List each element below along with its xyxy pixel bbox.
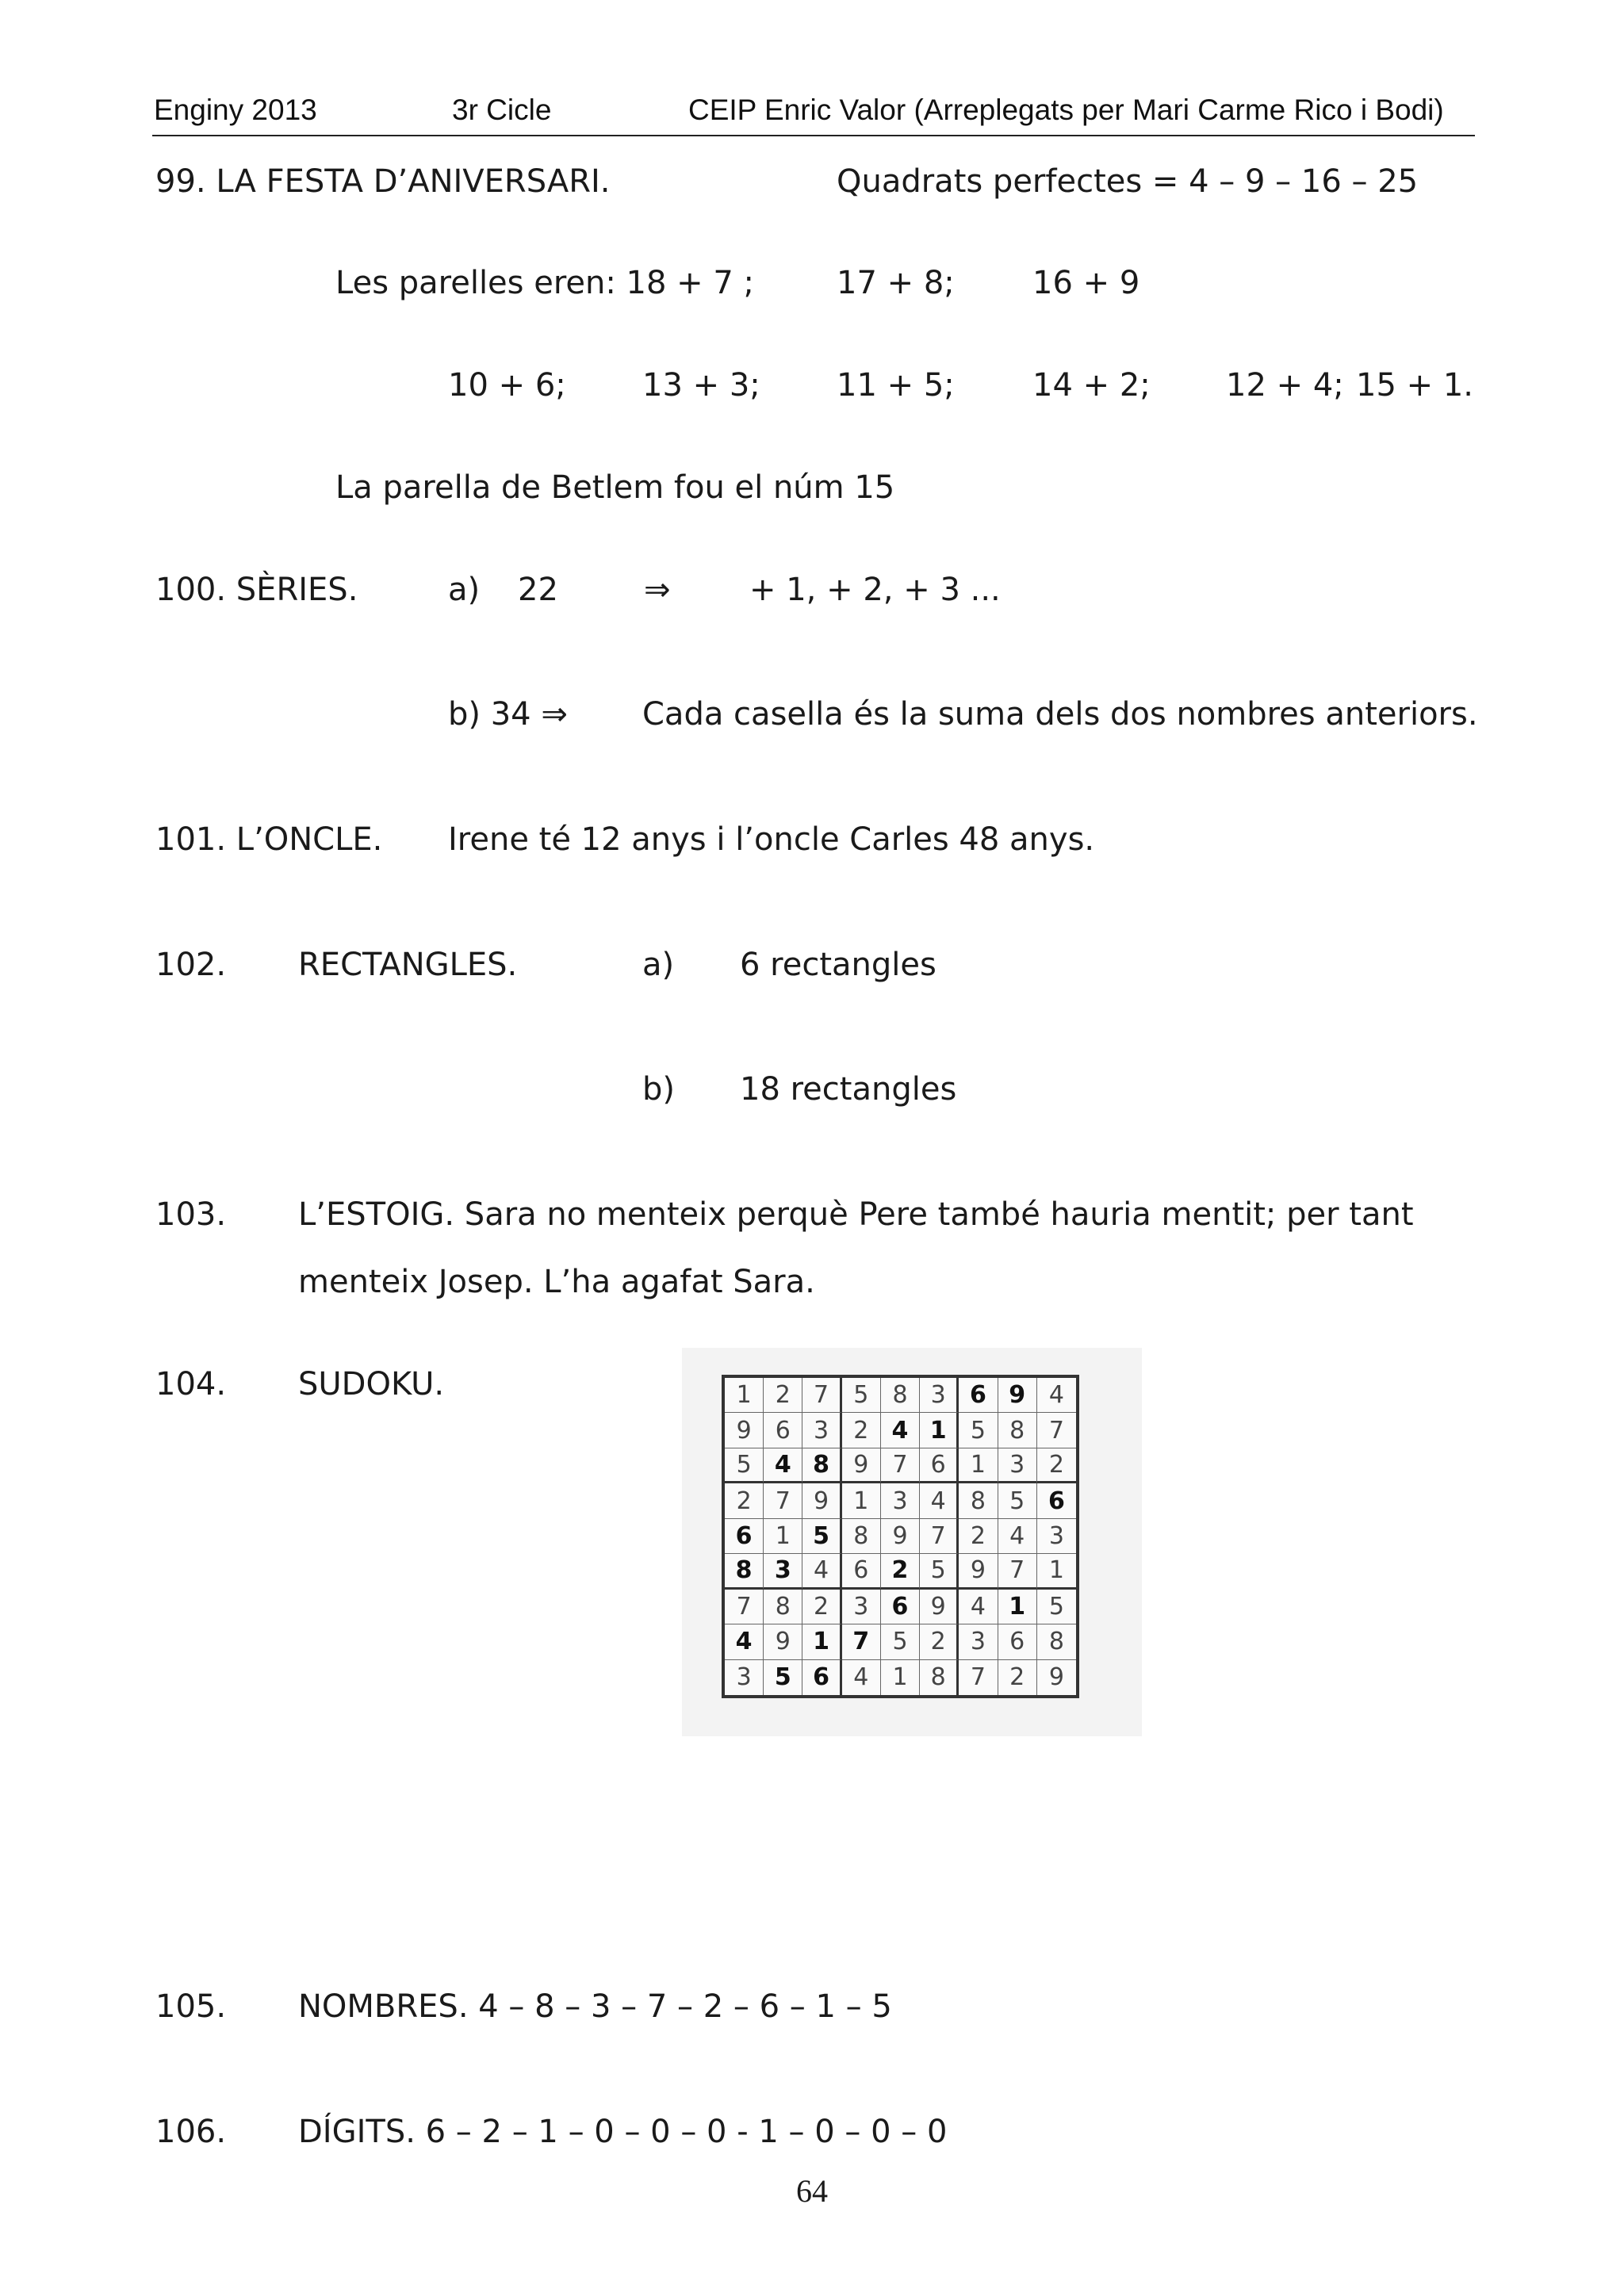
sudoku-cell: 7: [1037, 1413, 1076, 1448]
sudoku-cell: 5: [842, 1378, 881, 1413]
header-middle: 3r Cicle: [452, 94, 552, 126]
sudoku-cell: 4: [920, 1483, 959, 1518]
sudoku-cell: 9: [959, 1554, 998, 1589]
problem-100-a-label: a): [448, 572, 481, 608]
problem-100-a-value: 22: [518, 572, 558, 608]
sudoku-cell: 3: [959, 1624, 998, 1659]
sudoku-cell: 1: [881, 1660, 920, 1695]
problem-99-pairs-label: Les parelles eren: 18 + 7 ;: [335, 265, 755, 301]
sudoku-cell: 7: [920, 1519, 959, 1554]
problem-103-number: 103.: [155, 1196, 227, 1233]
sudoku-cell: 5: [725, 1448, 764, 1483]
sudoku-cell: 6: [764, 1413, 802, 1448]
sudoku-cell: 7: [959, 1660, 998, 1695]
sudoku-cell: 9: [725, 1413, 764, 1448]
problem-106-number: 106.: [155, 2114, 227, 2150]
sudoku-cell: 2: [920, 1624, 959, 1659]
sudoku-cell: 3: [1037, 1519, 1076, 1554]
problem-99-squares: Quadrats perfectes = 4 – 9 – 16 – 25: [837, 163, 1419, 200]
sudoku-cell: 4: [881, 1413, 920, 1448]
sudoku-cell: 7: [842, 1624, 881, 1659]
sudoku-cell: 8: [764, 1590, 802, 1624]
sudoku-cell: 8: [1037, 1624, 1076, 1659]
sudoku-cell: 9: [764, 1624, 802, 1659]
sudoku-cell: 7: [764, 1483, 802, 1518]
sudoku-cell: 6: [959, 1378, 998, 1413]
sudoku-cell: 2: [881, 1554, 920, 1589]
problem-106-text: DÍGITS. 6 – 2 – 1 – 0 – 0 – 0 - 1 – 0 – 0 – 0: [298, 2114, 948, 2150]
sudoku-cell: 1: [959, 1448, 998, 1483]
sudoku-cell: 4: [725, 1624, 764, 1659]
problem-102-number: 102.: [155, 947, 227, 983]
sudoku-cell: 5: [802, 1519, 841, 1554]
sudoku-grid: [722, 1375, 1079, 1698]
sudoku-cell: 3: [802, 1413, 841, 1448]
sudoku-cell: 8: [802, 1448, 841, 1483]
sudoku-cell: 1: [842, 1483, 881, 1518]
sudoku-cell: 4: [842, 1660, 881, 1695]
sudoku-cell: 6: [1037, 1483, 1076, 1518]
sudoku-cell: 7: [881, 1448, 920, 1483]
sudoku-cell: 2: [959, 1519, 998, 1554]
sudoku-cell: 9: [998, 1378, 1037, 1413]
sudoku-cell: 2: [802, 1590, 841, 1624]
sudoku-cell: 7: [998, 1554, 1037, 1589]
header-rule: [152, 135, 1475, 136]
sudoku-cell: 9: [881, 1519, 920, 1554]
problem-100-title: 100. SÈRIES.: [155, 572, 358, 608]
sudoku-cell: 9: [1048, 1663, 1064, 1692]
sudoku-cell: 6: [802, 1660, 841, 1695]
sudoku-cell: 1: [725, 1378, 764, 1413]
problem-99-pair: 17 + 8;: [837, 265, 955, 301]
sudoku-cell: 3: [842, 1590, 881, 1624]
sudoku-cell: 8: [725, 1554, 764, 1589]
sudoku-cell: 8: [959, 1483, 998, 1518]
problem-100-a-rule: + 1, + 2, + 3 ...: [749, 572, 1001, 608]
sudoku-cell: 7: [725, 1590, 764, 1624]
sudoku-cell: 8: [842, 1519, 881, 1554]
sudoku-cell: 4: [1037, 1378, 1076, 1413]
sudoku-cell: 4: [959, 1590, 998, 1624]
sudoku-cell: 5: [881, 1624, 920, 1659]
sudoku-cell: 5: [1037, 1590, 1076, 1624]
sudoku-cell: 6: [920, 1448, 959, 1483]
sudoku-cell: 9: [842, 1448, 881, 1483]
problem-99-title: 99. LA FESTA D’ANIVERSARI.: [155, 163, 611, 200]
problem-103-line: L’ESTOIG. Sara no menteix perquè Pere també hauria mentit; per tant: [298, 1196, 1414, 1233]
problem-100-b-label: b) 34 ⇒: [448, 696, 568, 733]
sudoku-cell: 1: [1037, 1554, 1076, 1589]
sudoku-cell: 9: [802, 1483, 841, 1518]
problem-102-b-label: b): [642, 1071, 675, 1108]
sudoku-cell: 3: [920, 1378, 959, 1413]
problem-99-pair: 12 + 4;: [1226, 367, 1344, 404]
problem-105-text: NOMBRES. 4 – 8 – 3 – 7 – 2 – 6 – 1 – 5: [298, 1988, 892, 2025]
sudoku-cell: 8: [920, 1660, 959, 1695]
header-left: Enginy 2013: [154, 94, 317, 126]
sudoku-cell: 2: [998, 1660, 1037, 1695]
sudoku-cell: 3: [725, 1660, 764, 1695]
sudoku-cell: 8: [998, 1413, 1037, 1448]
sudoku-cell: 7: [802, 1378, 841, 1413]
sudoku-cell: 5: [998, 1483, 1037, 1518]
sudoku-cell: 9: [920, 1590, 959, 1624]
problem-102-a-text: 6 rectangles: [740, 947, 936, 983]
sudoku-cell: 2: [842, 1413, 881, 1448]
implies-arrow: ⇒: [644, 572, 671, 608]
sudoku-cell: 2: [1037, 1448, 1076, 1483]
problem-99-pair: 15 + 1.: [1356, 367, 1474, 404]
problem-104-title: SUDOKU.: [298, 1366, 445, 1402]
sudoku-cell: 3: [764, 1554, 802, 1589]
problem-99-pair: 16 + 9: [1032, 265, 1140, 301]
sudoku-cell: 5: [920, 1554, 959, 1589]
page-number: 64: [796, 2173, 828, 2209]
problem-99-pair: 11 + 5;: [837, 367, 955, 404]
problem-102-a-label: a): [642, 947, 675, 983]
problem-99-answer: La parella de Betlem fou el núm 15: [335, 469, 895, 506]
sudoku-cell: 4: [764, 1448, 802, 1483]
sudoku-cell: 3: [998, 1448, 1037, 1483]
problem-101-text: Irene té 12 anys i l’oncle Carles 48 anys.: [448, 821, 1095, 858]
sudoku-cell: 2: [764, 1378, 802, 1413]
sudoku-cell: 1: [802, 1624, 841, 1659]
problem-102-title: RECTANGLES.: [298, 947, 518, 983]
problem-104-number: 104.: [155, 1366, 227, 1402]
header-right: CEIP Enric Valor (Arreplegats per Mari Carme Rico i Bodi): [688, 94, 1444, 126]
problem-99-pair: 10 + 6;: [448, 367, 566, 404]
sudoku-cell: 2: [725, 1483, 764, 1518]
sudoku-cell: 1: [998, 1590, 1037, 1624]
sudoku-cell: 6: [842, 1554, 881, 1589]
sudoku-cell: 4: [998, 1519, 1037, 1554]
sudoku-scan: [682, 1348, 1142, 1736]
problem-99-pair: 14 + 2;: [1032, 367, 1151, 404]
sudoku-cell: 1: [764, 1519, 802, 1554]
sudoku-cell: 5: [959, 1413, 998, 1448]
sudoku-cell: 4: [802, 1554, 841, 1589]
problem-101-title: 101. L’ONCLE.: [155, 821, 383, 858]
sudoku-cell: 5: [764, 1660, 802, 1695]
sudoku-cell: 8: [881, 1378, 920, 1413]
sudoku-cell: 6: [881, 1590, 920, 1624]
problem-99-pair: 13 + 3;: [642, 367, 760, 404]
sudoku-cell: 6: [998, 1624, 1037, 1659]
problem-102-b-text: 18 rectangles: [740, 1071, 957, 1108]
problem-105-number: 105.: [155, 1988, 227, 2025]
problem-103-line: menteix Josep. L’ha agafat Sara.: [298, 1264, 815, 1300]
sudoku-cell: 3: [881, 1483, 920, 1518]
sudoku-cell: 6: [725, 1519, 764, 1554]
problem-100-b-rule: Cada casella és la suma dels dos nombres anteriors.: [642, 696, 1478, 733]
sudoku-cell: 1: [920, 1413, 959, 1448]
